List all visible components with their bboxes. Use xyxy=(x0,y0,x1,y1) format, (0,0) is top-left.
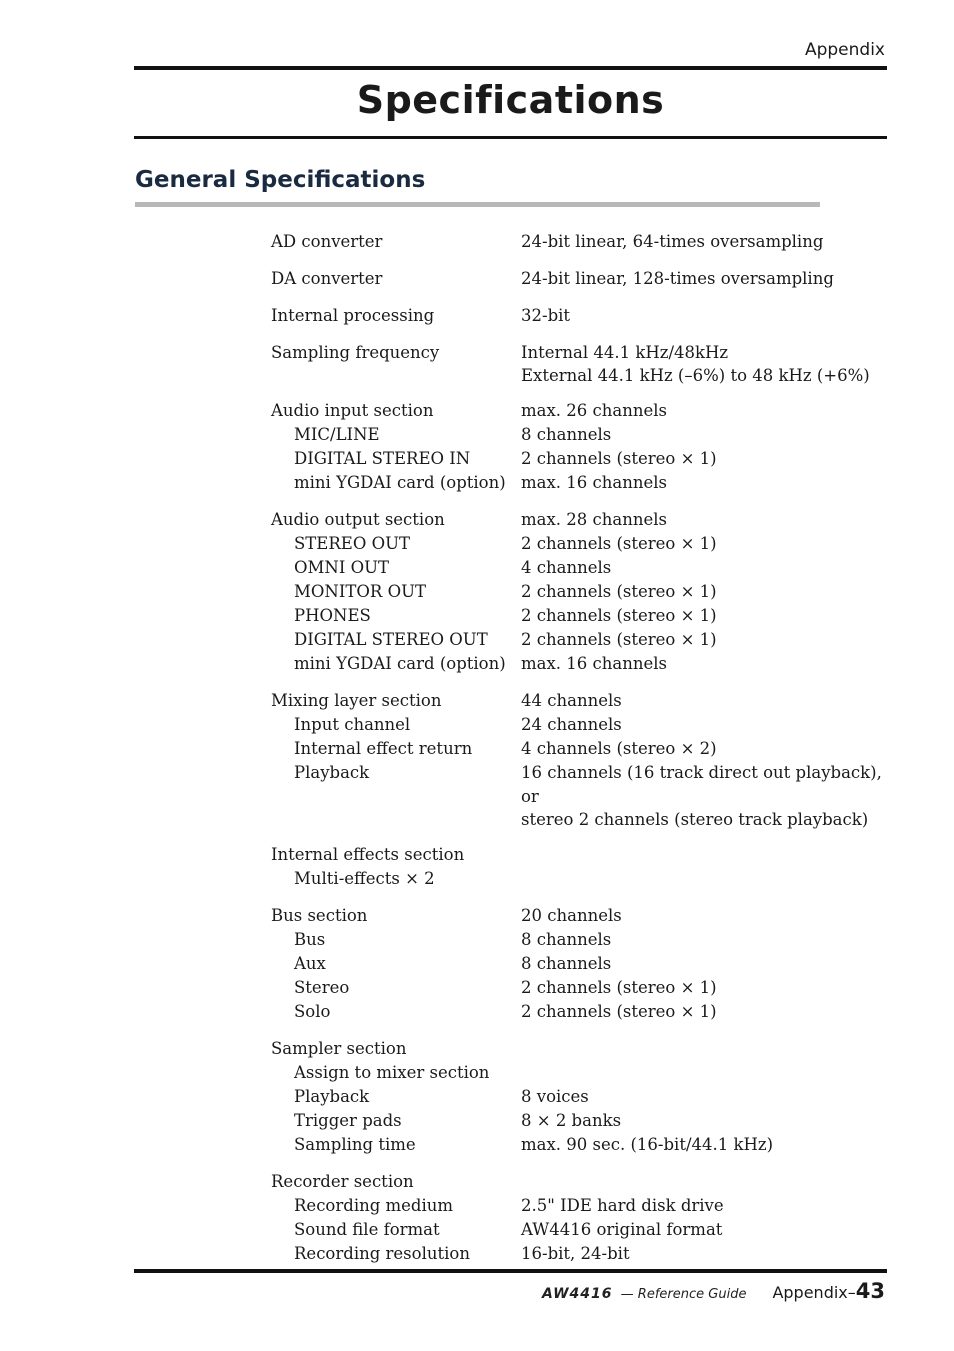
spec-sublabel: PHONES xyxy=(294,606,371,625)
spec-value xyxy=(521,341,891,386)
spec-sublabel: Input channel xyxy=(294,715,411,734)
spec-group xyxy=(271,399,891,495)
header-section-label: Appendix xyxy=(804,40,885,60)
spec-row xyxy=(271,904,891,928)
spec-label: AD converter xyxy=(271,232,383,251)
spec-sublabel: Trigger pads xyxy=(294,1111,402,1130)
spec-subvalue-line: 8 voices xyxy=(521,1087,589,1106)
spec-subvalue xyxy=(521,471,891,495)
spec-subrow xyxy=(271,952,891,976)
spec-sublabel: MIC/LINE xyxy=(294,425,380,444)
spec-sublabel: STEREO OUT xyxy=(294,534,411,553)
spec-subrow xyxy=(271,604,891,628)
spec-sublabel: Solo xyxy=(294,1002,331,1021)
spec-group xyxy=(271,1037,891,1157)
brand-logo: AW4416 xyxy=(542,1286,613,1302)
spec-subvalue xyxy=(521,1133,891,1157)
spec-group xyxy=(271,230,891,254)
page-prefix: Appendix– xyxy=(772,1283,856,1302)
spec-subvalue-line: 2 channels (stereo × 1) xyxy=(521,582,717,601)
spec-value xyxy=(521,508,891,532)
spec-subvalue xyxy=(521,652,891,676)
spec-subrow xyxy=(271,1061,891,1085)
spec-subrow xyxy=(271,471,891,495)
spec-sublabel: Sound file format xyxy=(294,1220,440,1239)
spec-subvalue xyxy=(521,1194,891,1218)
spec-subvalue-line: 2 channels (stereo × 1) xyxy=(521,630,717,649)
spec-subrow xyxy=(271,1000,891,1024)
spec-value xyxy=(521,689,891,713)
spec-value xyxy=(521,304,891,328)
spec-subvalue-line: max. 16 channels xyxy=(521,654,667,673)
spec-group xyxy=(271,304,891,328)
spec-subrow xyxy=(271,447,891,471)
spec-label: Audio input section xyxy=(271,401,434,420)
spec-subvalue xyxy=(521,532,891,556)
spec-subvalue xyxy=(521,952,891,976)
spec-sublabel: Stereo xyxy=(294,978,350,997)
spec-value xyxy=(521,230,891,254)
spec-table xyxy=(271,230,891,1279)
spec-label: Bus section xyxy=(271,906,368,925)
spec-subvalue-line: 24 channels xyxy=(521,715,622,734)
section-rule xyxy=(135,202,820,207)
spec-row xyxy=(271,399,891,423)
spec-group xyxy=(271,689,891,830)
spec-value-line: max. 28 channels xyxy=(521,510,667,529)
spec-value-line: 24-bit linear, 128-times oversampling xyxy=(521,269,834,288)
spec-subvalue xyxy=(521,928,891,952)
spec-sublabel: Playback xyxy=(294,763,370,782)
spec-row xyxy=(271,843,891,867)
spec-row xyxy=(271,508,891,532)
spec-value xyxy=(521,904,891,928)
spec-subrow xyxy=(271,580,891,604)
spec-sublabel: Assign to mixer section xyxy=(294,1063,490,1082)
spec-subvalue-line: 2.5" IDE hard disk drive xyxy=(521,1196,724,1215)
spec-value-line: Internal 44.1 kHz/48kHz xyxy=(521,343,729,362)
spec-subrow xyxy=(271,1218,891,1242)
spec-subrow xyxy=(271,928,891,952)
bottom-rule xyxy=(134,1269,887,1273)
spec-sublabel: Recording resolution xyxy=(294,1244,470,1263)
spec-subrow xyxy=(271,713,891,737)
spec-subvalue xyxy=(521,1061,891,1085)
spec-subvalue xyxy=(521,1218,891,1242)
footer xyxy=(542,1279,885,1303)
spec-subvalue xyxy=(521,761,891,830)
spec-subvalue-line: AW4416 original format xyxy=(521,1220,723,1239)
spec-subvalue-line: max. 16 channels xyxy=(521,473,667,492)
spec-subvalue xyxy=(521,628,891,652)
spec-group xyxy=(271,341,891,386)
spec-value xyxy=(521,1037,891,1061)
spec-subvalue xyxy=(521,976,891,1000)
spec-group xyxy=(271,843,891,891)
spec-subvalue xyxy=(521,1085,891,1109)
spec-sublabel: DIGITAL STEREO IN xyxy=(294,449,471,468)
page-number xyxy=(772,1279,885,1303)
spec-subvalue-line: 8 × 2 banks xyxy=(521,1111,622,1130)
spec-subvalue-line: 2 channels (stereo × 1) xyxy=(521,606,717,625)
spec-subrow xyxy=(271,1194,891,1218)
spec-row xyxy=(271,1170,891,1194)
spec-sublabel: OMNI OUT xyxy=(294,558,390,577)
spec-subrow xyxy=(271,1085,891,1109)
spec-value-line: 32-bit xyxy=(521,306,571,325)
spec-subvalue xyxy=(521,580,891,604)
spec-subvalue-line: 8 channels xyxy=(521,954,612,973)
spec-subvalue-line: 16-bit, 24-bit xyxy=(521,1244,630,1263)
spec-subrow xyxy=(271,423,891,447)
footer-brand xyxy=(542,1286,746,1302)
spec-sublabel: Internal effect return xyxy=(294,739,473,758)
spec-sublabel: Playback xyxy=(294,1087,370,1106)
spec-value-line: 20 channels xyxy=(521,906,622,925)
spec-subvalue-line: 2 channels (stereo × 1) xyxy=(521,978,717,997)
spec-sublabel: MONITOR OUT xyxy=(294,582,427,601)
spec-subrow xyxy=(271,556,891,580)
spec-value xyxy=(521,267,891,291)
spec-subvalue xyxy=(521,1109,891,1133)
spec-label: Internal effects section xyxy=(271,845,465,864)
spec-sublabel: Sampling time xyxy=(294,1135,416,1154)
spec-row xyxy=(271,1037,891,1061)
spec-subvalue-line: 8 channels xyxy=(521,425,612,444)
spec-group xyxy=(271,1170,891,1266)
spec-value xyxy=(521,843,891,867)
spec-subvalue xyxy=(521,556,891,580)
spec-subrow xyxy=(271,761,891,830)
spec-subrow xyxy=(271,628,891,652)
page-title: Specifications xyxy=(356,78,665,122)
spec-subrow xyxy=(271,1109,891,1133)
spec-sublabel: DIGITAL STEREO OUT xyxy=(294,630,488,649)
spec-label: Internal processing xyxy=(271,306,435,325)
top-rule xyxy=(134,66,887,70)
spec-value-line: External 44.1 kHz (–6%) to 48 kHz (+6%) xyxy=(521,366,870,385)
spec-label: DA converter xyxy=(271,269,383,288)
spec-sublabel: Recording medium xyxy=(294,1196,454,1215)
spec-sublabel: mini YGDAI card (option) xyxy=(294,473,506,492)
spec-subvalue xyxy=(521,604,891,628)
spec-subvalue-line: 8 channels xyxy=(521,930,612,949)
spec-subvalue xyxy=(521,1000,891,1024)
spec-row xyxy=(271,341,891,386)
spec-label: Mixing layer section xyxy=(271,691,442,710)
spec-subvalue xyxy=(521,737,891,761)
spec-subrow xyxy=(271,976,891,1000)
spec-value xyxy=(521,399,891,423)
spec-row xyxy=(271,304,891,328)
spec-subvalue xyxy=(521,713,891,737)
spec-group xyxy=(271,508,891,676)
spec-row xyxy=(271,689,891,713)
spec-subrow xyxy=(271,867,891,891)
spec-group xyxy=(271,904,891,1024)
spec-subvalue-line: 4 channels (stereo × 2) xyxy=(521,739,717,758)
spec-label: Sampling frequency xyxy=(271,343,440,362)
spec-subvalue-line: max. 90 sec. (16-bit/44.1 kHz) xyxy=(521,1135,774,1154)
spec-subvalue xyxy=(521,1242,891,1266)
spec-value-line: 24-bit linear, 64-times oversampling xyxy=(521,232,824,251)
section-heading: General Specifications xyxy=(135,167,426,193)
spec-sublabel: mini YGDAI card (option) xyxy=(294,654,506,673)
spec-subrow xyxy=(271,1242,891,1266)
spec-row xyxy=(271,267,891,291)
spec-value xyxy=(521,1170,891,1194)
spec-subrow xyxy=(271,1133,891,1157)
spec-subvalue-line: 4 channels xyxy=(521,558,612,577)
spec-subvalue xyxy=(521,867,891,891)
spec-label: Recorder section xyxy=(271,1172,414,1191)
spec-subvalue xyxy=(521,447,891,471)
spec-subrow xyxy=(271,652,891,676)
spec-subvalue-line: 2 channels (stereo × 1) xyxy=(521,1002,717,1021)
spec-subvalue-line: 2 channels (stereo × 1) xyxy=(521,449,717,468)
spec-sublabel: Multi-effects × 2 xyxy=(294,869,435,888)
spec-subrow xyxy=(271,532,891,556)
spec-value-line: 44 channels xyxy=(521,691,622,710)
spec-sublabel: Aux xyxy=(294,954,326,973)
guide-label: — Reference Guide xyxy=(620,1287,747,1302)
spec-subvalue-line: stereo 2 channels (stereo track playback) xyxy=(521,810,869,829)
spec-label: Audio output section xyxy=(271,510,445,529)
spec-subvalue-line: 2 channels (stereo × 1) xyxy=(521,534,717,553)
title-rule xyxy=(134,136,887,139)
page-number-value: 43 xyxy=(855,1279,885,1303)
spec-subvalue-line: 16 channels (16 track direct out playback), or xyxy=(521,763,882,806)
spec-group xyxy=(271,267,891,291)
spec-subrow xyxy=(271,737,891,761)
spec-label: Sampler section xyxy=(271,1039,407,1058)
spec-sublabel: Bus xyxy=(294,930,326,949)
spec-subvalue xyxy=(521,423,891,447)
spec-row xyxy=(271,230,891,254)
spec-value-line: max. 26 channels xyxy=(521,401,667,420)
